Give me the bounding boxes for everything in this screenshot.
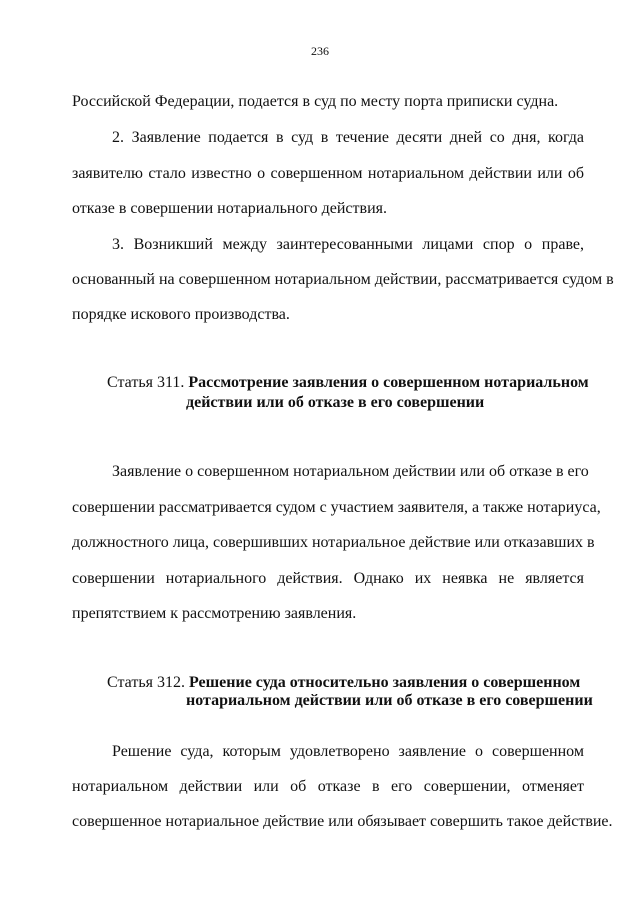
article-title-continuation: нотариальном действии или об отказе в его совершении	[186, 692, 593, 709]
text-line: Заявление о совершенном нотариальном действии или об отказе в его	[112, 463, 589, 480]
article-title: Решение суда относительно заявления о совершенном	[188, 674, 581, 691]
text-line: заявителю стало известно о совершенном нотариальном действии или об	[72, 165, 584, 182]
text-line: Решение суда, которым удовлетворено заявление о совершенном	[112, 743, 584, 760]
article-heading-line	[107, 373, 589, 393]
text-line: совершении нотариального действия. Однако их неявка не является	[72, 570, 584, 587]
text-line: Российской Федерации, подается в суд по месту порта приписки судна.	[72, 93, 559, 110]
article-heading-line	[107, 673, 580, 693]
text-line: совершенное нотариальное действие или обязывает совершить такое действие.	[72, 813, 613, 830]
text-line: совершении рассматривается судом с участием заявителя, а также нотариуса,	[72, 499, 601, 516]
article-label: Статья 312.	[107, 674, 185, 691]
article-label: Статья 311.	[107, 374, 185, 391]
text-line: основанный на совершенном нотариальном действии, рассматривается судом в	[72, 271, 614, 288]
text-line: 3. Возникший между заинтересованными лицами спор о праве,	[112, 236, 584, 253]
text-line: 2. Заявление подается в суд в течение десяти дней со дня, когда	[112, 129, 584, 146]
text-line: отказе в совершении нотариального действия.	[72, 200, 387, 217]
article-title: Рассмотрение заявления о совершенном нотариальном	[188, 374, 589, 391]
article-title-continuation: действии или об отказе в его совершении	[186, 394, 485, 411]
text-line: должностного лица, совершивших нотариальное действие или отказавших в	[72, 534, 595, 551]
text-line: препятствием к рассмотрению заявления.	[72, 605, 357, 622]
page-number: 236	[311, 44, 329, 58]
text-line: порядке искового производства.	[72, 306, 290, 323]
text-line: нотариальном действии или об отказе в его совершении, отменяет	[72, 778, 584, 795]
